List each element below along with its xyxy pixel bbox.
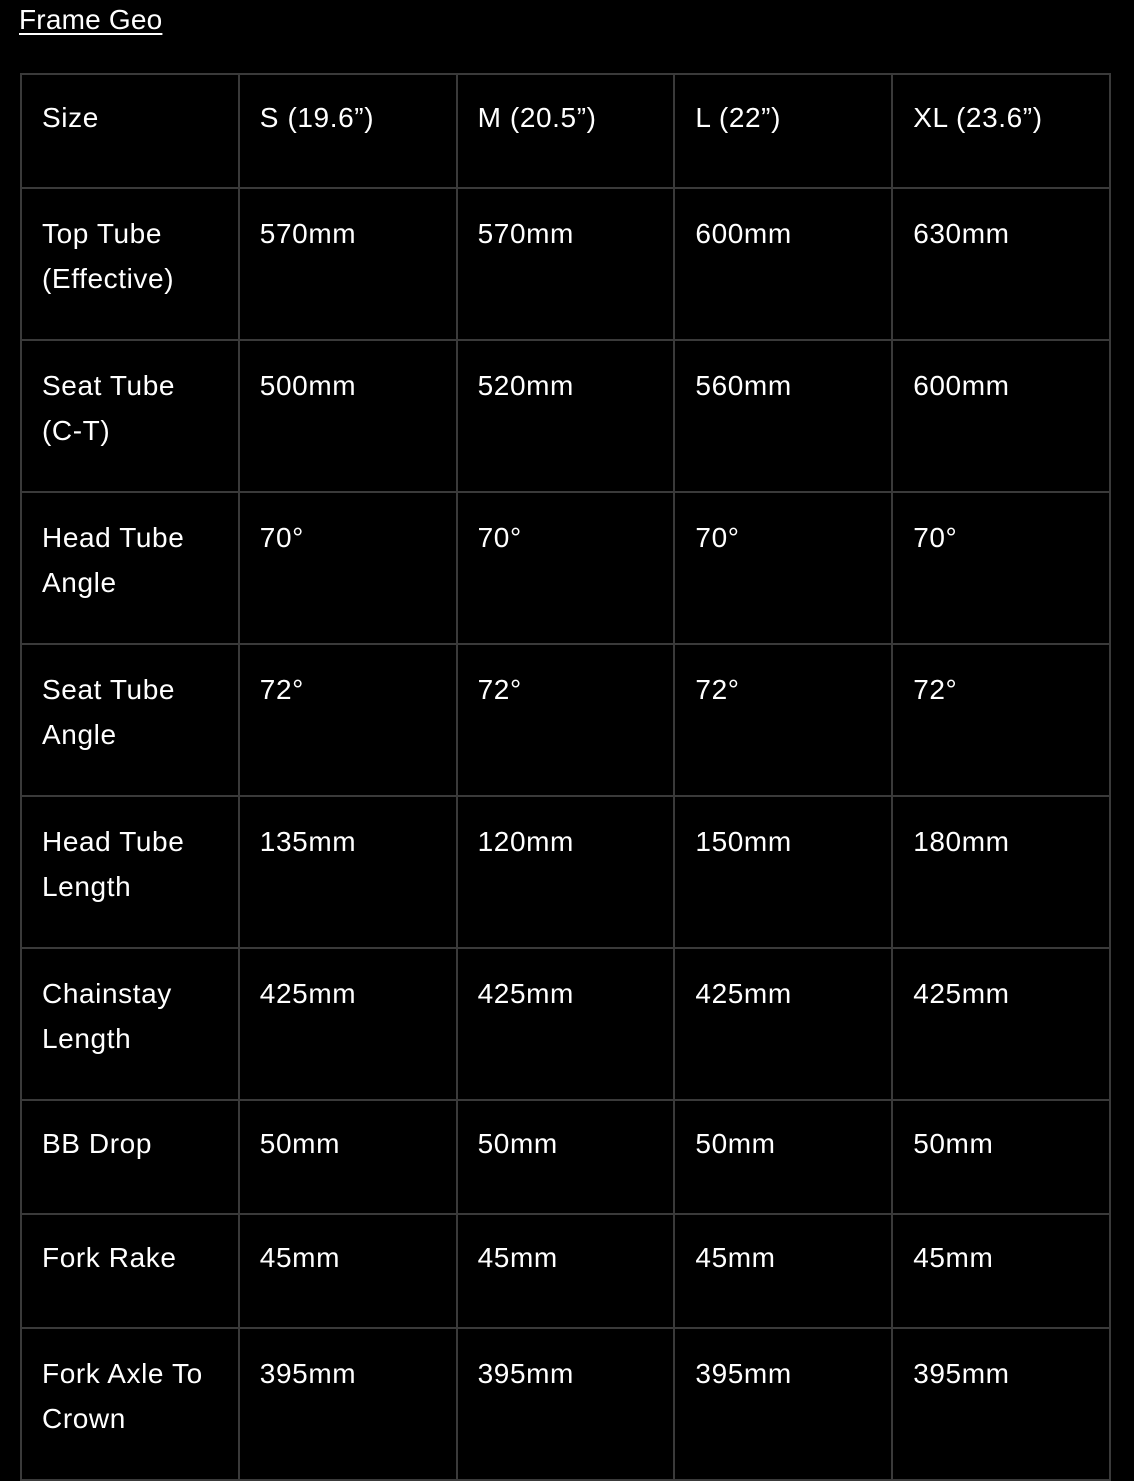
row-label: Fork Axle To Crown xyxy=(21,1328,239,1480)
row-label: Head Tube Angle xyxy=(21,492,239,644)
table-cell: 500mm xyxy=(239,340,457,492)
table-cell: 425mm xyxy=(239,948,457,1100)
table-cell: 72° xyxy=(892,644,1110,796)
table-row xyxy=(21,644,1110,796)
table-cell: 135mm xyxy=(239,796,457,948)
table-cell: 180mm xyxy=(892,796,1110,948)
table-cell: 425mm xyxy=(892,948,1110,1100)
table-cell: 70° xyxy=(239,492,457,644)
table-cell: 45mm xyxy=(239,1214,457,1328)
header-cell: Size xyxy=(21,74,239,188)
row-label: Seat Tube Angle xyxy=(21,644,239,796)
table-cell: 45mm xyxy=(674,1214,892,1328)
table-cell: 50mm xyxy=(892,1100,1110,1214)
header-cell: M (20.5”) xyxy=(457,74,675,188)
table-cell: 120mm xyxy=(457,796,675,948)
row-label: BB Drop xyxy=(21,1100,239,1214)
row-label: Fork Rake xyxy=(21,1214,239,1328)
table-header-row xyxy=(21,74,1110,188)
table-cell: 395mm xyxy=(457,1328,675,1480)
table-cell: 72° xyxy=(674,644,892,796)
table-cell: 50mm xyxy=(674,1100,892,1214)
table-cell: 570mm xyxy=(457,188,675,340)
table-cell: 70° xyxy=(457,492,675,644)
table-cell: 425mm xyxy=(674,948,892,1100)
table-cell: 150mm xyxy=(674,796,892,948)
header-cell: S (19.6”) xyxy=(239,74,457,188)
table-row xyxy=(21,1100,1110,1214)
row-label: Head Tube Length xyxy=(21,796,239,948)
row-label: Chainstay Length xyxy=(21,948,239,1100)
row-label: Top Tube (Effective) xyxy=(21,188,239,340)
table-cell: 72° xyxy=(457,644,675,796)
table-cell: 600mm xyxy=(892,340,1110,492)
table-cell: 45mm xyxy=(457,1214,675,1328)
table-row xyxy=(21,188,1110,340)
table-row xyxy=(21,1214,1110,1328)
table-cell: 395mm xyxy=(674,1328,892,1480)
table-row xyxy=(21,796,1110,948)
table-cell: 72° xyxy=(239,644,457,796)
table-row xyxy=(21,1328,1110,1480)
table-cell: 45mm xyxy=(892,1214,1110,1328)
table-cell: 425mm xyxy=(457,948,675,1100)
table-row xyxy=(21,340,1110,492)
table-row xyxy=(21,492,1110,644)
table-cell: 50mm xyxy=(239,1100,457,1214)
table-cell: 395mm xyxy=(239,1328,457,1480)
geometry-table xyxy=(20,73,1111,1481)
table-cell: 70° xyxy=(674,492,892,644)
table-cell: 600mm xyxy=(674,188,892,340)
table-cell: 50mm xyxy=(457,1100,675,1214)
table-cell: 520mm xyxy=(457,340,675,492)
table-cell: 560mm xyxy=(674,340,892,492)
table-row xyxy=(21,948,1110,1100)
frame-geo-title[interactable]: Frame Geo xyxy=(19,4,163,35)
row-label: Seat Tube (C-T) xyxy=(21,340,239,492)
header-cell: XL (23.6”) xyxy=(892,74,1110,188)
header-cell: L (22”) xyxy=(674,74,892,188)
table-cell: 395mm xyxy=(892,1328,1110,1480)
table-cell: 630mm xyxy=(892,188,1110,340)
table-cell: 570mm xyxy=(239,188,457,340)
table-cell: 70° xyxy=(892,492,1110,644)
